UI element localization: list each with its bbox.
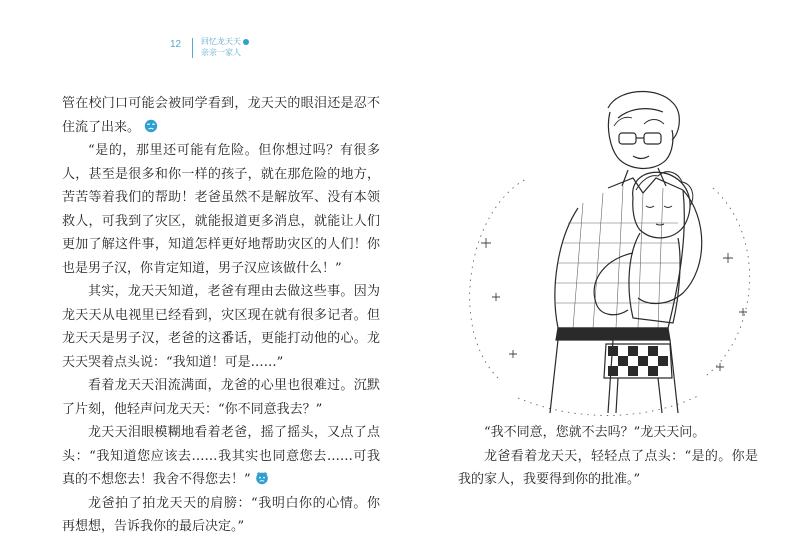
paragraph: 其实，龙天天知道，老爸有理由去做这些事。因为龙天天从电视里已经看到，灾区现在就有很多记者。但龙天天是男子汉，老爸的这番话，更能打动他的心。龙天天哭着点头说：“我知道！可是……” — [62, 284, 380, 370]
page-number: 12 — [170, 39, 182, 50]
right-page-text — [458, 421, 758, 492]
paragraph: 龙爸看着龙天天，轻轻点了点头：“是的。你是我的家人，我要得到你的批准。” — [458, 448, 758, 487]
series-title: 回忆龙天天 — [201, 37, 241, 46]
hug-illustration — [458, 78, 758, 418]
header-dot-icon — [243, 39, 249, 45]
paragraph-text: 管在校门口可能会被同学看到，龙天天的眼泪还是忍不住流了出来。 — [62, 96, 380, 135]
paragraph: 龙爸拍了拍龙天天的肩膀：“我明白你的心情。你再想想，告诉我你的最后决定。” — [62, 495, 380, 534]
dotted-halo — [470, 178, 750, 415]
child-figure — [594, 172, 693, 413]
paragraph: “我不同意，您就不去吗？”龙天天问。 — [484, 425, 706, 440]
paragraph: 看着龙天天泪流满面，龙爸的心里也很难过。沉默了片刻，他轻声问龙天天：“你不同意我去？” — [62, 378, 380, 417]
header-titles — [201, 36, 249, 58]
checkered-shorts — [608, 346, 668, 376]
crying-face-icon — [144, 119, 158, 133]
left-page-text — [62, 92, 380, 539]
paragraph-text: 龙天天泪眼模糊地看着老爸，摇了摇头，又点了点头：“我知道您应该去……我其实也同意您去……可我真的不想您去！我舍不得您去！” — [62, 425, 380, 487]
paragraph — [62, 421, 380, 492]
paragraph — [62, 92, 380, 139]
chapter-title: 亲亲一家人 — [201, 48, 241, 57]
running-header — [170, 36, 249, 58]
paragraph: “是的，那里还可能有危险。但你想过吗？有很多人，甚至是很多和你一样的孩子，就在那危险的地方，苦苦等着我们的帮助！老爸虽然不是解放军、没有本领救人，可我到了灾区，就能报道更多消息，就能让人们更加了解这件事，知道怎样更好地帮助灾区的人们！你也是男子汉，你肯定知道，男子汉应该做什么！” — [62, 143, 380, 276]
header-divider — [192, 38, 193, 58]
sad-face-icon — [255, 471, 269, 485]
